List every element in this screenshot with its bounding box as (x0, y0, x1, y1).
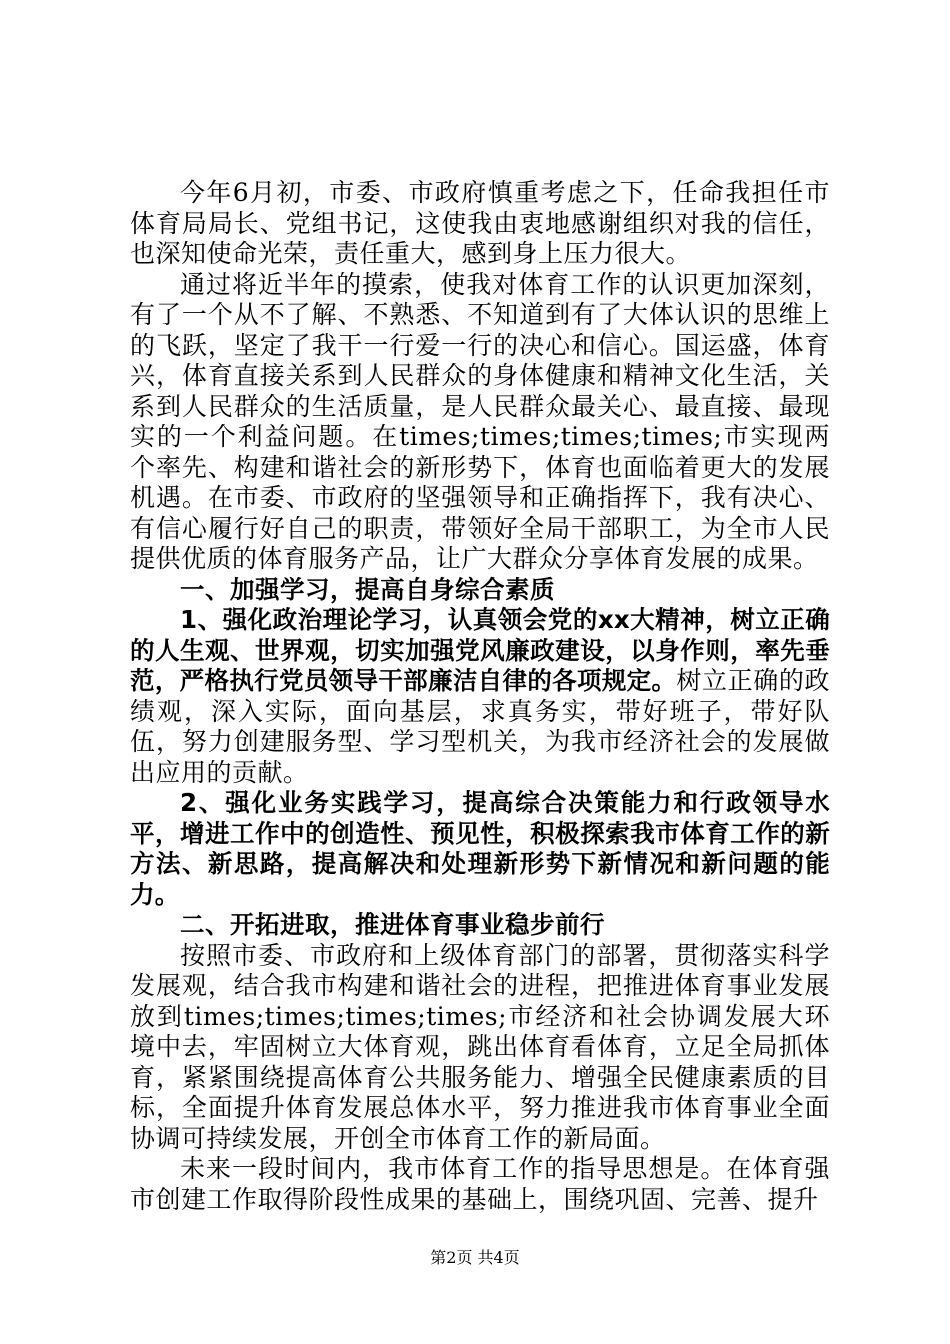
paragraph-exploration: 通过将近半年的摸索，使我对体育工作的认识更加深刻，有了一个从不了解、不熟悉、不知道到有了大体认识的思维上的飞跃，坚定了我干一行爱一行的决心和信心。国运盛，体育兴，体育直接关系到人民群众的身体健康和精神文化生活，关系到人民群众的生活质量，是人民群众最关心、最直接、最现实的一个利益问题。在times;times;times;times;市实现两个率先、构建和谐社会的新形势下，体育也面临着更大的发展机遇。在市委、市政府的坚强领导和正确指挥下，我有决心、有信心履行好自己的职责，带领好全局干部职工，为全市人民提供优质的体育服务产品，让广大群众分享体育发展的成果。 (130, 269, 830, 573)
political-study-bold-text: 1、强化政治理论学习，认真领会党的xx大精神，树立正确的人生观、世界观，切实加强党风廉政建设，以身作则，率先垂范，严格执行党员领导干部廉洁自律的各项规定。 (130, 605, 830, 695)
section-heading-study: 一、加强学习，提高自身综合素质 (180, 574, 555, 604)
political-study-normal-text: 树立正确的政绩观，深入实际，面向基层，求真务实，带好班子，带好队伍，努力创建服务型、学习型机关，为我市经济社会的发展做出应用的贡献。 (130, 666, 830, 787)
paragraph-deployment: 按照市委、市政府和上级体育部门的部署，贯彻落实科学发展观，结合我市构建和谐社会的进程，把推进体育事业发展放到times;times;times;times;市经济和社会协调发展大环境中去，牢固树立大体育观，跳出体育看体育，立足全局抓体育，紧紧围绕提高体育公共服务能力、增强全民健康素质的目标，全面提升体育发展总体水平，努力推进我市体育事业全面协调可持续发展，开创全市体育工作的新局面。 (130, 940, 830, 1153)
page-footer: 第2页 共4页 (430, 1248, 520, 1267)
paragraph-political-study (130, 605, 830, 788)
paragraph-business-study: 2、强化业务实践学习，提高综合决策能力和行政领导水平，增进工作中的创造性、预见性，积极探索我市体育工作的新方法、新思路，提高解决和处理新形势下新情况和新问题的能力。 (130, 788, 830, 909)
section-heading-progress: 二、开拓进取，推进体育事业稳步前行 (180, 910, 605, 939)
paragraph-appointment: 今年6月初，市委、市政府慎重考虑之下，任命我担任市体育局局长、党组书记，这使我由衷地感谢组织对我的信任，也深知使命光荣，责任重大，感到身上压力很大。 (130, 178, 830, 268)
paragraph-guiding-thought: 未来一段时间内，我市体育工作的指导思想是。在体育强市创建工作取得阶段性成果的基础上，围绕巩固、完善、提升 (130, 1154, 830, 1214)
document-body (130, 178, 830, 1215)
